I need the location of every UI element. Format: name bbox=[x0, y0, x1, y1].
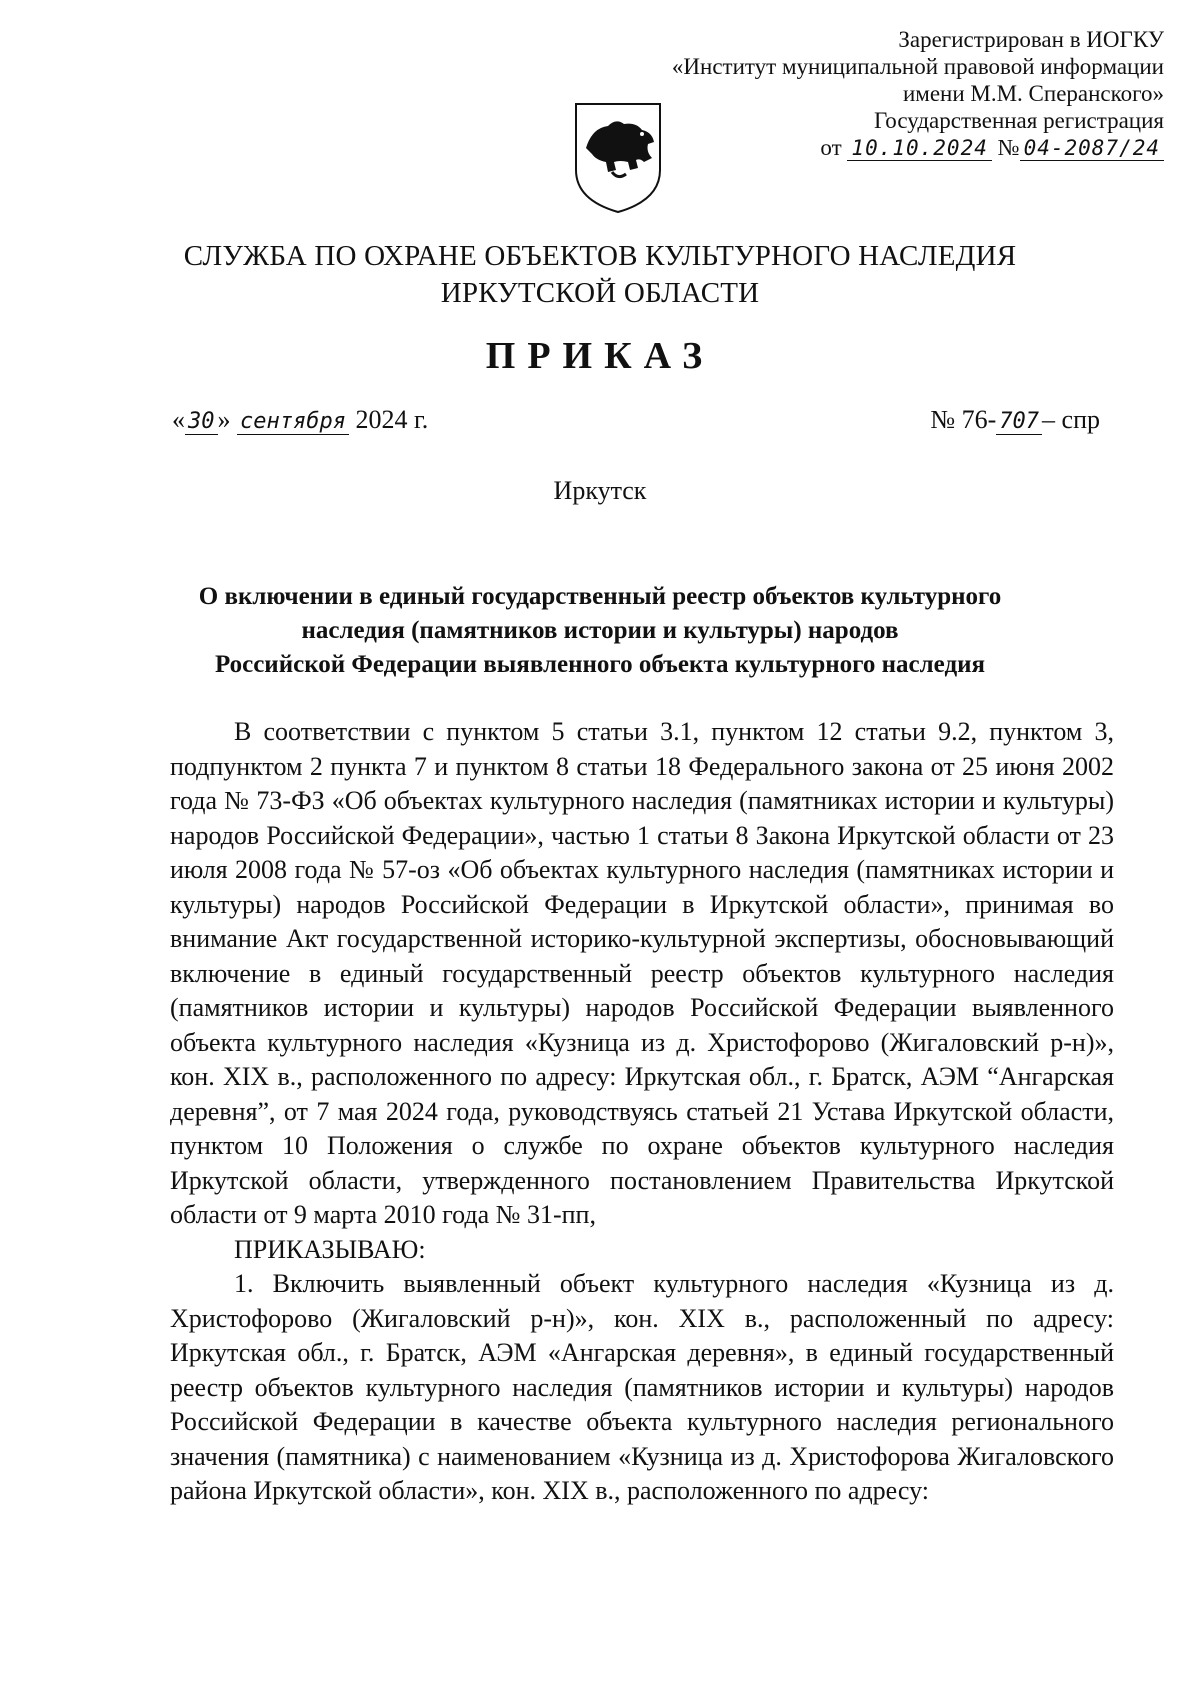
agency-name-line-1: СЛУЖБА ПО ОХРАНЕ ОБЪЕКТОВ КУЛЬТУРНОГО НАСЛЕДИЯ bbox=[183, 240, 1017, 272]
order-item-1: 1. Включить выявленный объект культурного наследия «Кузница из д. Христофорово (Жигаловский р-н)», кон. XIX в., расположенный по адресу: Иркутская обл., г. Братск, АЭМ «Ангарская деревня», в единый государственный реестр объектов культурного наследия (памятников истории и культуры) народов Российской Федерации в качестве объекта культурного наследия регионального значения (памятника) с наименованием «Кузница из д. Христофорова Жигаловского района Иркутской области», кон. XIX в., расположенного по адресу: bbox=[170, 1269, 1114, 1505]
registration-stamp bbox=[672, 26, 1164, 162]
preamble-paragraph: В соответствии с пунктом 5 статьи 3.1, пунктом 12 статьи 9.2, пунктом 3, подпунктом 2 пункта 7 и пунктом 8 статьи 18 Федерального закона от 25 июня 2002 года № 73-ФЗ «Об объектах культурного наследия (памятниках истории и культуры) народов Российской Федерации», частью 1 статьи 8 Закона Иркутской области от 23 июля 2008 года № 57-оз «Об объектах культурного наследия (памятниках истории и культуры) народов Российской Федерации в Иркутской области», принимая во внимание Акт государственной историко-культурной экспертизы, обосновывающий включение в единый государственный реестр объектов культурного наследия (памятников истории и культуры) народов Российской Федерации выявленного объекта культурного наследия «Кузница из д. Христофорово (Жигаловский р-н)», кон. XIX в., расположенного по адресу: Иркутская обл., г. Братск, АЭМ “Ангарская деревня”, от 7 мая 2024 года, руководствуясь статьей 21 Устава Иркутской области, пунктом 10 Положения о службе по охране объектов культурного наследия Иркутской области, утвержденного постановлением Правительства Иркутской области от 9 марта 2010 года № 31-пп, bbox=[170, 717, 1114, 1229]
document-type-heading: ПРИКАЗ bbox=[485, 335, 715, 377]
order-number bbox=[930, 405, 1100, 435]
order-number-prefix: № 76- bbox=[930, 405, 997, 434]
registration-number-value: 04-2087/24 bbox=[1020, 136, 1164, 161]
city-name: Иркутск bbox=[553, 476, 647, 505]
registration-line-2: «Институт муниципальной правовой информации bbox=[671, 54, 1164, 79]
irkutsk-coat-of-arms-icon bbox=[572, 100, 664, 216]
date-day: 30 bbox=[185, 409, 218, 435]
document-title-line-2: наследия (памятников истории и культуры) народов bbox=[301, 617, 899, 644]
order-date bbox=[172, 405, 428, 435]
document-title bbox=[150, 580, 1050, 682]
registration-date-line bbox=[672, 134, 1164, 162]
registration-date-prefix: от bbox=[820, 135, 842, 160]
agency-name bbox=[0, 238, 1200, 312]
order-directive: ПРИКАЗЫВАЮ: bbox=[234, 1234, 426, 1264]
order-number-suffix: – спр bbox=[1042, 405, 1100, 434]
document-body bbox=[170, 715, 1114, 1509]
date-month: сентября bbox=[237, 409, 349, 435]
document-title-line-3: Российской Федерации выявленного объекта культурного наследия bbox=[214, 651, 986, 678]
registration-line-1: Зарегистрирован в ИОГКУ bbox=[898, 27, 1164, 52]
agency-name-line-2: ИРКУТСКОЙ ОБЛАСТИ bbox=[440, 277, 760, 309]
registration-line-3: имени М.М. Сперанского» bbox=[902, 81, 1164, 106]
date-year: 2024 г. bbox=[355, 405, 429, 434]
order-number-value: 707 bbox=[996, 409, 1042, 435]
registration-date-value: 10.10.2024 bbox=[847, 136, 991, 161]
document-title-line-1: О включении в единый государственный реестр объектов культурного bbox=[198, 583, 1002, 610]
registration-line-4: Государственная регистрация bbox=[874, 108, 1164, 133]
date-close-quote: » bbox=[217, 405, 231, 434]
date-open-quote: « bbox=[172, 405, 185, 434]
registration-number-prefix: № bbox=[997, 135, 1020, 160]
